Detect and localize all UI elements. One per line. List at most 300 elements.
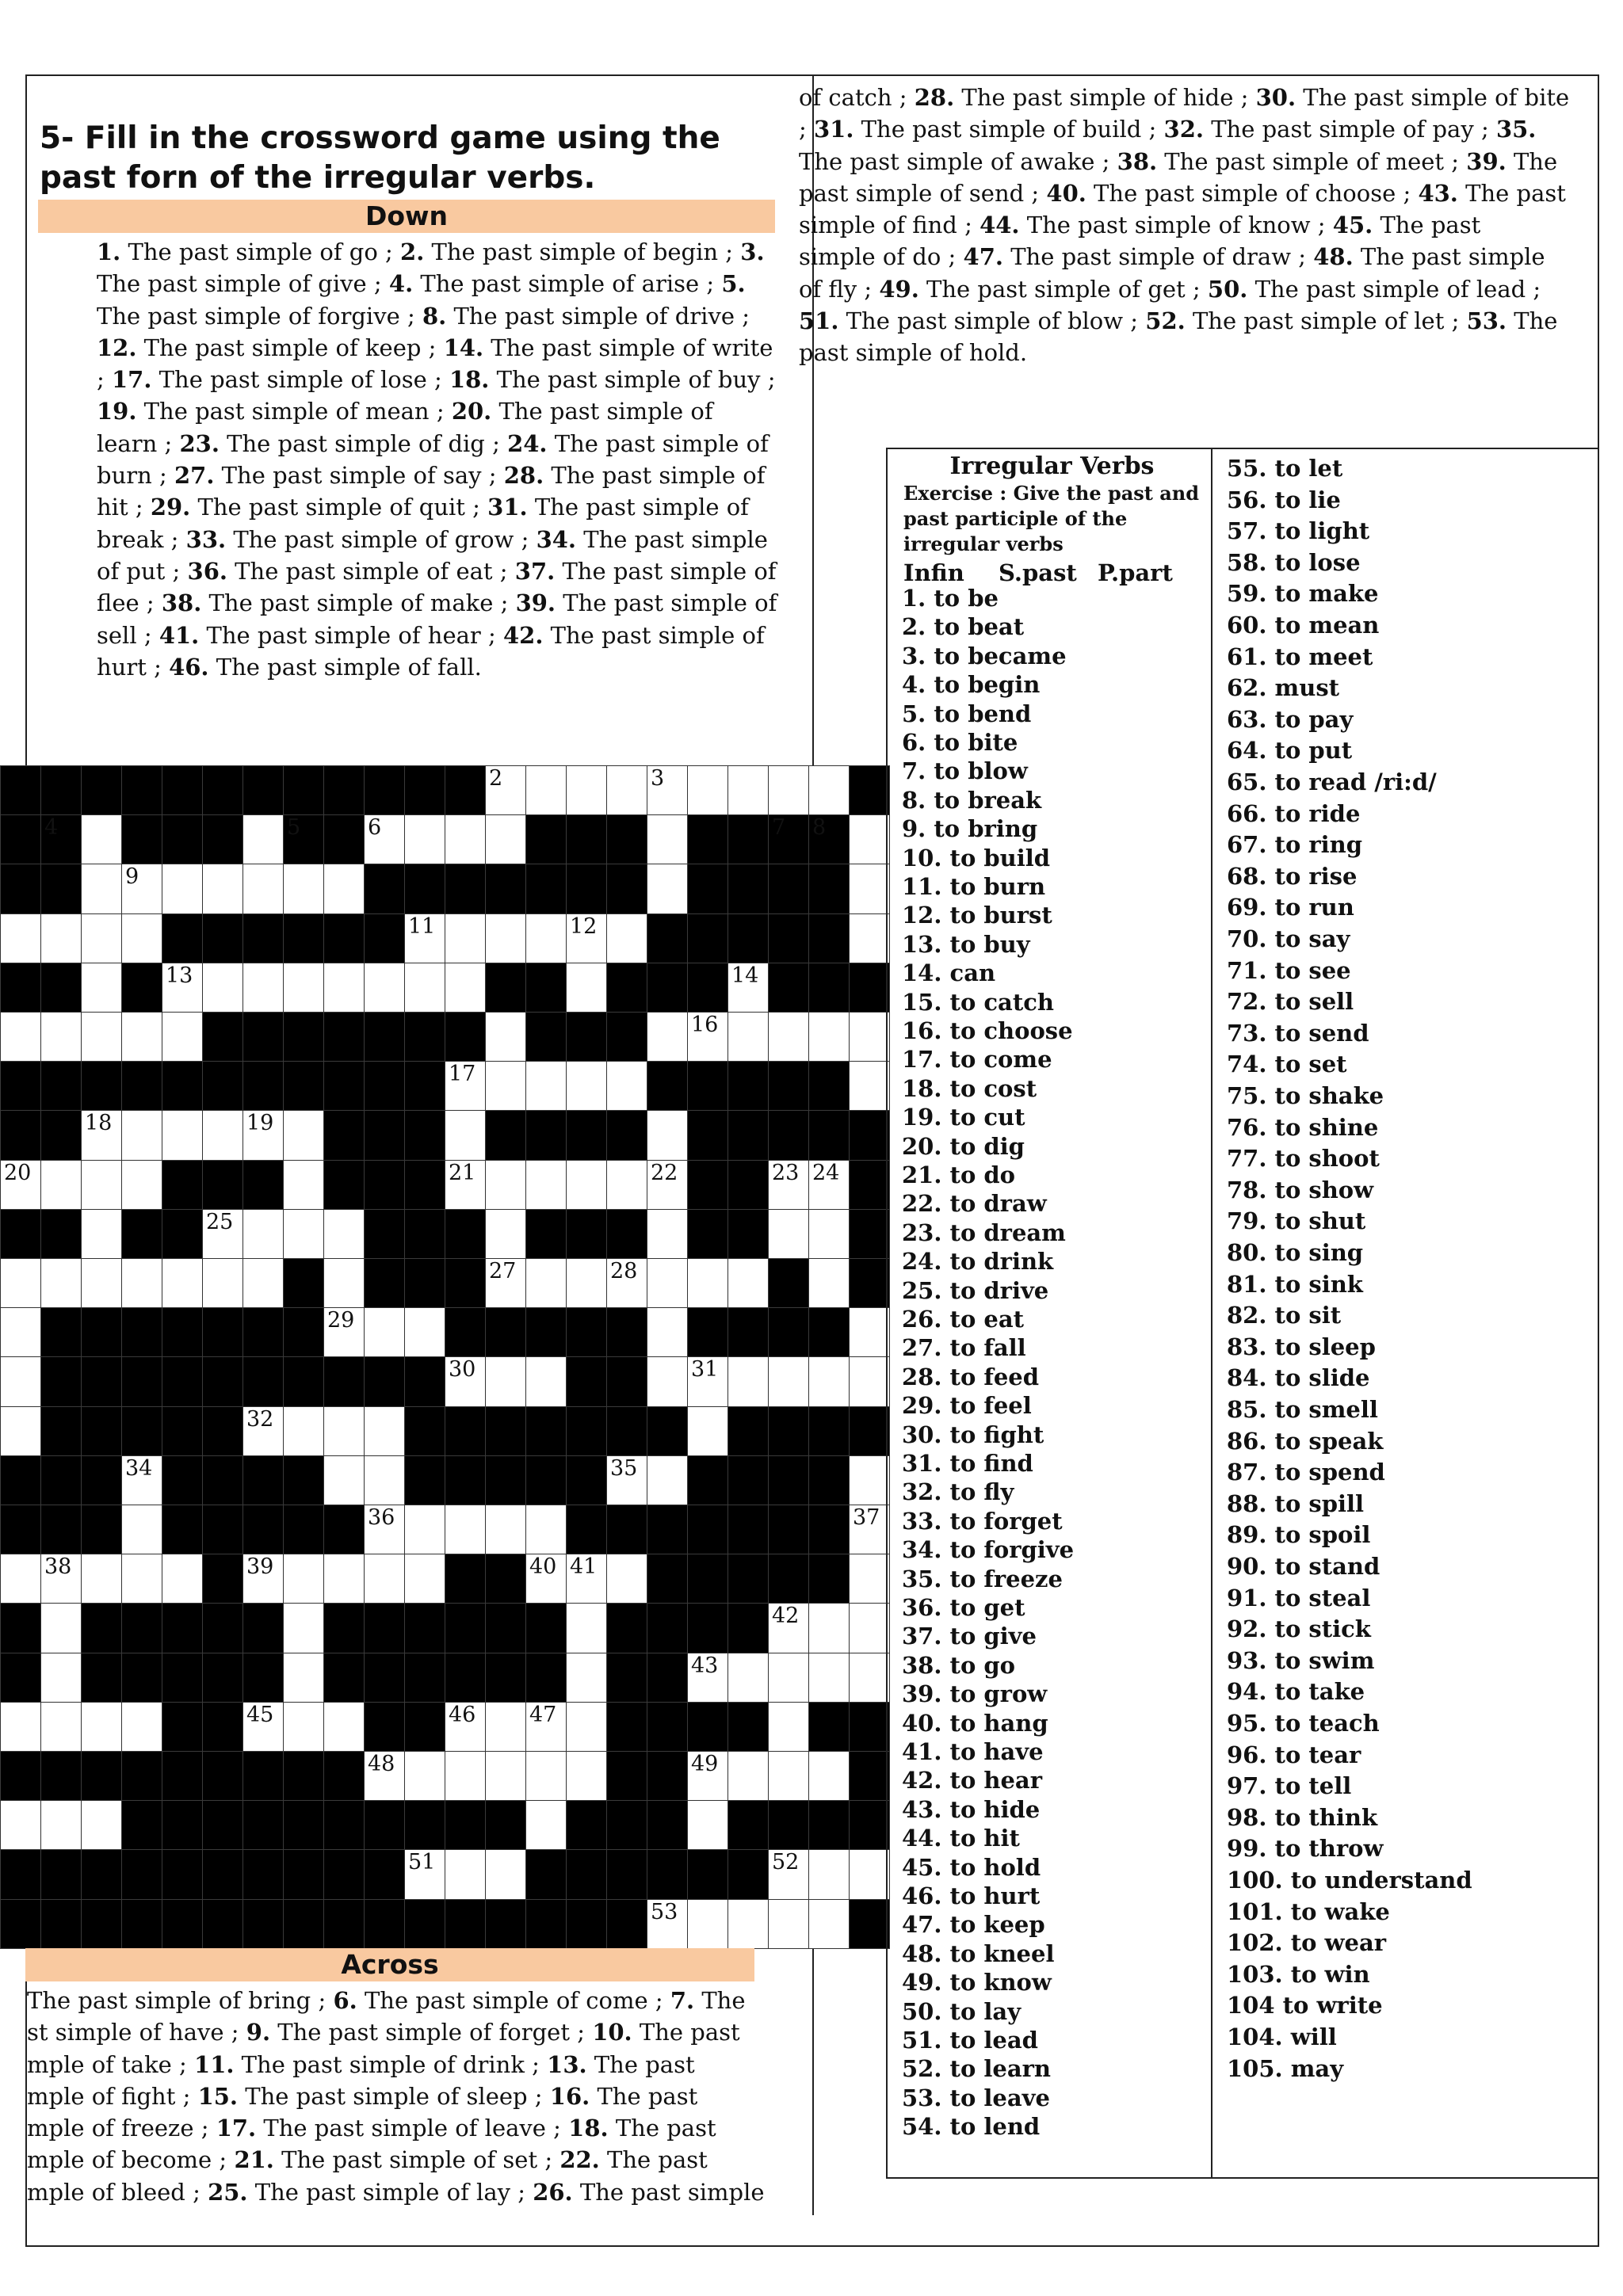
crossword-cell[interactable] bbox=[525, 1702, 567, 1752]
crossword-cell[interactable] bbox=[242, 1702, 284, 1752]
crossword-cell[interactable] bbox=[808, 1012, 850, 1062]
crossword-cell[interactable] bbox=[162, 1554, 203, 1604]
crossword-cell[interactable] bbox=[445, 1110, 486, 1160]
crossword-cell[interactable] bbox=[485, 1061, 526, 1111]
crossword-cell[interactable] bbox=[404, 1751, 445, 1801]
crossword-cell[interactable] bbox=[687, 1356, 728, 1406]
crossword-block bbox=[849, 1110, 890, 1160]
crossword-cell[interactable] bbox=[485, 1505, 526, 1554]
crossword-block bbox=[647, 1061, 688, 1111]
crossword-cell[interactable] bbox=[647, 1356, 688, 1406]
crossword-cell[interactable] bbox=[445, 1751, 486, 1801]
crossword-cell[interactable] bbox=[606, 913, 647, 963]
crossword-cell[interactable] bbox=[162, 1110, 203, 1160]
verb-item: 47. to keep bbox=[902, 1911, 1045, 1939]
crossword-cell[interactable] bbox=[566, 1653, 607, 1703]
crossword-cell[interactable] bbox=[242, 814, 284, 864]
crossword-cell[interactable] bbox=[323, 963, 365, 1013]
crossword-cell[interactable] bbox=[202, 1258, 243, 1308]
crossword-cell[interactable] bbox=[727, 963, 769, 1013]
crossword-cell[interactable] bbox=[606, 1160, 647, 1210]
crossword-cell[interactable] bbox=[768, 1849, 809, 1899]
crossword-cell[interactable] bbox=[242, 1110, 284, 1160]
crossword-cell[interactable] bbox=[808, 1160, 850, 1210]
crossword-block bbox=[808, 1554, 850, 1604]
crossword-cell[interactable] bbox=[768, 1751, 809, 1801]
crossword-block bbox=[727, 1702, 769, 1752]
crossword-block bbox=[808, 1455, 850, 1505]
crossword-cell[interactable] bbox=[323, 1307, 365, 1357]
crossword-cell[interactable] bbox=[242, 963, 284, 1013]
crossword-cell[interactable] bbox=[485, 1012, 526, 1062]
col-spast: S.past bbox=[999, 559, 1077, 586]
crossword-block bbox=[364, 1160, 405, 1210]
across-clues-continued bbox=[799, 82, 1591, 369]
crossword-cell[interactable] bbox=[242, 1209, 284, 1259]
crossword-cell[interactable] bbox=[525, 1751, 567, 1801]
crossword-cell[interactable] bbox=[485, 1209, 526, 1259]
crossword-block bbox=[162, 1160, 203, 1210]
verb-item: 90. to stand bbox=[1227, 1553, 1381, 1580]
crossword-cell[interactable] bbox=[323, 864, 365, 913]
crossword-cell[interactable] bbox=[808, 1603, 850, 1653]
crossword-cell[interactable] bbox=[445, 814, 486, 864]
clue-number: 37 bbox=[853, 1505, 880, 1530]
verb-item: 101. to wake bbox=[1227, 1897, 1390, 1925]
clue-number: 9 bbox=[125, 864, 139, 890]
clue-number: 48 bbox=[368, 1752, 395, 1776]
verb-item: 80. to sing bbox=[1227, 1239, 1364, 1266]
verb-item: 98. to think bbox=[1227, 1803, 1378, 1831]
crossword-cell[interactable] bbox=[323, 1702, 365, 1752]
crossword-block bbox=[323, 765, 365, 815]
crossword-cell[interactable] bbox=[81, 1258, 122, 1308]
crossword-cell[interactable] bbox=[849, 814, 890, 864]
clue-number: 20 bbox=[4, 1160, 32, 1185]
crossword-cell[interactable] bbox=[687, 1012, 728, 1062]
crossword-cell[interactable] bbox=[566, 913, 607, 963]
crossword-cell[interactable] bbox=[606, 1554, 647, 1604]
crossword-cell[interactable] bbox=[81, 1702, 122, 1752]
crossword-cell[interactable] bbox=[727, 1012, 769, 1062]
crossword-block bbox=[121, 1603, 162, 1653]
crossword-cell[interactable] bbox=[687, 1653, 728, 1703]
crossword-cell[interactable] bbox=[323, 1554, 365, 1604]
crossword-cell[interactable] bbox=[485, 913, 526, 963]
crossword-block bbox=[121, 1849, 162, 1899]
crossword-cell[interactable] bbox=[81, 1554, 122, 1604]
crossword-cell[interactable] bbox=[849, 1356, 890, 1406]
crossword-block bbox=[81, 1505, 122, 1554]
crossword-cell[interactable] bbox=[202, 1209, 243, 1259]
crossword-block bbox=[242, 1012, 284, 1062]
crossword-cell[interactable] bbox=[40, 1160, 82, 1210]
crossword-cell[interactable] bbox=[81, 864, 122, 913]
crossword-cell[interactable] bbox=[485, 1849, 526, 1899]
crossword-cell[interactable] bbox=[727, 1899, 769, 1949]
crossword-cell[interactable] bbox=[485, 765, 526, 815]
crossword-cell[interactable] bbox=[364, 1406, 405, 1456]
crossword-cell[interactable] bbox=[687, 765, 728, 815]
verb-item: 42. to hear bbox=[902, 1767, 1042, 1794]
crossword-cell[interactable] bbox=[849, 1505, 890, 1554]
crossword-cell[interactable] bbox=[162, 1012, 203, 1062]
crossword-cell[interactable] bbox=[849, 1554, 890, 1604]
clue-number: 46 bbox=[449, 1702, 476, 1727]
crossword-cell[interactable] bbox=[242, 1554, 284, 1604]
crossword-cell[interactable] bbox=[485, 1751, 526, 1801]
crossword-cell[interactable] bbox=[283, 1554, 324, 1604]
crossword-block bbox=[485, 1800, 526, 1850]
crossword-cell[interactable] bbox=[687, 1751, 728, 1801]
crossword-cell[interactable] bbox=[768, 1653, 809, 1703]
verb-item: 52. to learn bbox=[902, 2055, 1052, 2083]
crossword-cell[interactable] bbox=[566, 765, 607, 815]
crossword-cell[interactable] bbox=[687, 1258, 728, 1308]
crossword-cell[interactable] bbox=[40, 1258, 82, 1308]
crossword-block bbox=[808, 814, 850, 864]
crossword-cell[interactable] bbox=[808, 1356, 850, 1406]
crossword-block bbox=[808, 1406, 850, 1456]
crossword-block bbox=[0, 1653, 41, 1703]
crossword-cell[interactable] bbox=[0, 1258, 41, 1308]
crossword-cell[interactable] bbox=[283, 1653, 324, 1703]
crossword-cell[interactable] bbox=[647, 1307, 688, 1357]
crossword-cell[interactable] bbox=[404, 814, 445, 864]
crossword-cell[interactable] bbox=[0, 1356, 41, 1406]
crossword-cell[interactable] bbox=[445, 913, 486, 963]
crossword-cell[interactable] bbox=[647, 1160, 688, 1210]
crossword-cell[interactable] bbox=[283, 1603, 324, 1653]
crossword-cell[interactable] bbox=[202, 963, 243, 1013]
crossword-block bbox=[566, 1849, 607, 1899]
crossword-cell[interactable] bbox=[364, 1307, 405, 1357]
crossword-cell[interactable] bbox=[121, 913, 162, 963]
crossword-cell[interactable] bbox=[647, 1258, 688, 1308]
crossword-cell[interactable] bbox=[808, 765, 850, 815]
crossword-cell[interactable] bbox=[404, 913, 445, 963]
crossword-block bbox=[404, 1899, 445, 1949]
verb-item: 1. to be bbox=[902, 585, 999, 612]
crossword-cell[interactable] bbox=[849, 913, 890, 963]
crossword-cell[interactable] bbox=[283, 1209, 324, 1259]
verb-item: 30. to fight bbox=[902, 1421, 1044, 1448]
clue-number: 30 bbox=[449, 1357, 476, 1383]
crossword-cell[interactable] bbox=[727, 1653, 769, 1703]
crossword-cell[interactable] bbox=[283, 963, 324, 1013]
crossword-cell[interactable] bbox=[525, 1356, 567, 1406]
crossword-cell[interactable] bbox=[0, 1160, 41, 1210]
crossword-cell[interactable] bbox=[647, 1899, 688, 1949]
crossword-cell[interactable] bbox=[566, 1061, 607, 1111]
crossword-cell[interactable] bbox=[40, 1702, 82, 1752]
crossword-cell[interactable] bbox=[202, 864, 243, 913]
crossword-cell[interactable] bbox=[727, 765, 769, 815]
crossword-cell[interactable] bbox=[849, 1307, 890, 1357]
across-clue-line: mple of take ; 11. The past simple of drink ; 13. The past bbox=[27, 2050, 695, 2078]
crossword-cell[interactable] bbox=[768, 1356, 809, 1406]
down-clue: 18. The past simple of buy ; bbox=[449, 366, 776, 394]
crossword-block bbox=[323, 1800, 365, 1850]
crossword-cell[interactable] bbox=[687, 1800, 728, 1850]
crossword-cell[interactable] bbox=[525, 1160, 567, 1210]
crossword-block bbox=[242, 1455, 284, 1505]
crossword-cell[interactable] bbox=[121, 1455, 162, 1505]
crossword-cell[interactable] bbox=[404, 1307, 445, 1357]
crossword-cell[interactable] bbox=[566, 1554, 607, 1604]
crossword-cell[interactable] bbox=[162, 864, 203, 913]
down-clue: 36. The past simple of eat ; bbox=[187, 557, 515, 585]
verb-item: 50. to lay bbox=[902, 1997, 1022, 2025]
verb-item: 32. to fly bbox=[902, 1478, 1014, 1506]
crossword-cell[interactable] bbox=[647, 1209, 688, 1259]
down-clue: 17. The past simple of lose ; bbox=[112, 366, 449, 394]
crossword-cell[interactable] bbox=[808, 1751, 850, 1801]
crossword-cell[interactable] bbox=[404, 963, 445, 1013]
verb-item: 93. to swim bbox=[1227, 1646, 1375, 1674]
crossword-cell[interactable] bbox=[566, 1603, 607, 1653]
crossword-cell[interactable] bbox=[202, 1110, 243, 1160]
crossword-cell[interactable] bbox=[525, 1061, 567, 1111]
crossword-cell[interactable] bbox=[404, 1554, 445, 1604]
crossword-cell[interactable] bbox=[566, 1258, 607, 1308]
crossword-cell[interactable] bbox=[0, 1307, 41, 1357]
across-clue-line: simple of do ; 47. The past simple of draw ; 48. The past simple bbox=[799, 243, 1545, 271]
across-clue-line: 51. The past simple of blow ; 52. The past simple of let ; 53. The bbox=[799, 307, 1558, 335]
crossword-block bbox=[242, 1899, 284, 1949]
crossword-cell[interactable] bbox=[283, 1160, 324, 1210]
crossword-block bbox=[40, 963, 82, 1013]
down-clue: 19. The past simple of mean ; bbox=[97, 398, 452, 425]
crossword-cell[interactable] bbox=[283, 1702, 324, 1752]
crossword-cell[interactable] bbox=[40, 1554, 82, 1604]
crossword-cell[interactable] bbox=[40, 1012, 82, 1062]
crossword-cell[interactable] bbox=[647, 814, 688, 864]
crossword-cell[interactable] bbox=[162, 1258, 203, 1308]
crossword-cell[interactable] bbox=[768, 1012, 809, 1062]
crossword-cell[interactable] bbox=[485, 1258, 526, 1308]
crossword-block bbox=[566, 1406, 607, 1456]
crossword-cell[interactable] bbox=[0, 1012, 41, 1062]
crossword-cell[interactable] bbox=[323, 1258, 365, 1308]
crossword-block bbox=[404, 1012, 445, 1062]
crossword-cell[interactable] bbox=[283, 864, 324, 913]
crossword-cell[interactable] bbox=[808, 1849, 850, 1899]
crossword-cell[interactable] bbox=[121, 1554, 162, 1604]
crossword-cell[interactable] bbox=[364, 1554, 405, 1604]
crossword-cell[interactable] bbox=[606, 1258, 647, 1308]
crossword-cell[interactable] bbox=[606, 1061, 647, 1111]
crossword-block bbox=[647, 1751, 688, 1801]
crossword-cell[interactable] bbox=[768, 1160, 809, 1210]
crossword-cell[interactable] bbox=[121, 1702, 162, 1752]
crossword-cell[interactable] bbox=[647, 864, 688, 913]
crossword-cell[interactable] bbox=[445, 1505, 486, 1554]
crossword-cell[interactable] bbox=[445, 1356, 486, 1406]
crossword-cell[interactable] bbox=[0, 1554, 41, 1604]
crossword-cell[interactable] bbox=[566, 1702, 607, 1752]
crossword-block bbox=[283, 1455, 324, 1505]
crossword-cell[interactable] bbox=[404, 1505, 445, 1554]
verb-item: 15. to catch bbox=[902, 988, 1054, 1016]
crossword-cell[interactable] bbox=[162, 963, 203, 1013]
crossword-cell[interactable] bbox=[727, 1258, 769, 1308]
crossword-cell[interactable] bbox=[808, 1899, 850, 1949]
crossword-block bbox=[727, 1110, 769, 1160]
crossword-block bbox=[647, 1849, 688, 1899]
crossword-cell[interactable] bbox=[525, 1258, 567, 1308]
crossword-cell[interactable] bbox=[323, 1406, 365, 1456]
crossword-cell[interactable] bbox=[566, 1160, 607, 1210]
crossword-cell[interactable] bbox=[121, 1160, 162, 1210]
crossword-block bbox=[768, 1505, 809, 1554]
crossword-cell[interactable] bbox=[121, 1012, 162, 1062]
crossword-block bbox=[364, 1653, 405, 1703]
crossword-block bbox=[81, 1751, 122, 1801]
verb-item: 19. to cut bbox=[902, 1104, 1025, 1131]
clue-number: 24 bbox=[812, 1160, 840, 1185]
clue-number: 42 bbox=[772, 1604, 800, 1629]
crossword-cell[interactable] bbox=[81, 913, 122, 963]
crossword-cell[interactable] bbox=[525, 913, 567, 963]
crossword-cell[interactable] bbox=[768, 1209, 809, 1259]
crossword-cell[interactable] bbox=[768, 765, 809, 815]
clue-number: 6 bbox=[368, 815, 382, 841]
across-clue-line: mple of freeze ; 17. The past simple of leave ; 18. The past bbox=[27, 2115, 716, 2142]
crossword-block bbox=[525, 1110, 567, 1160]
crossword-cell[interactable] bbox=[242, 1258, 284, 1308]
crossword-cell[interactable] bbox=[40, 1603, 82, 1653]
crossword-block bbox=[283, 814, 324, 864]
crossword-cell[interactable] bbox=[242, 1406, 284, 1456]
crossword-cell[interactable] bbox=[364, 1751, 405, 1801]
crossword-block bbox=[202, 1603, 243, 1653]
crossword-cell[interactable] bbox=[849, 1653, 890, 1703]
clue-number: 17 bbox=[449, 1062, 476, 1087]
crossword-cell[interactable] bbox=[525, 1800, 567, 1850]
crossword-block bbox=[525, 1012, 567, 1062]
crossword-cell[interactable] bbox=[525, 1505, 567, 1554]
crossword-cell[interactable] bbox=[768, 1603, 809, 1653]
crossword-cell[interactable] bbox=[849, 1849, 890, 1899]
crossword-cell[interactable] bbox=[647, 1012, 688, 1062]
crossword-cell[interactable] bbox=[81, 814, 122, 864]
across-clue-line: st simple of have ; 9. The past simple of forget ; 10. The past bbox=[27, 2019, 740, 2046]
crossword-cell[interactable] bbox=[364, 963, 405, 1013]
crossword-cell[interactable] bbox=[808, 1653, 850, 1703]
crossword-cell[interactable] bbox=[0, 913, 41, 963]
crossword-cell[interactable] bbox=[566, 1751, 607, 1801]
crossword-block bbox=[485, 1307, 526, 1357]
crossword-cell[interactable] bbox=[40, 1653, 82, 1703]
crossword-block bbox=[162, 913, 203, 963]
crossword-cell[interactable] bbox=[40, 913, 82, 963]
crossword-cell[interactable] bbox=[525, 1554, 567, 1604]
crossword-cell[interactable] bbox=[81, 1800, 122, 1850]
crossword-cell[interactable] bbox=[849, 1061, 890, 1111]
crossword-cell[interactable] bbox=[81, 1160, 122, 1210]
verb-item: 49. to know bbox=[902, 1969, 1052, 1997]
crossword-cell[interactable] bbox=[445, 1061, 486, 1111]
crossword-block bbox=[606, 1702, 647, 1752]
crossword-cell[interactable] bbox=[40, 1800, 82, 1850]
crossword-cell[interactable] bbox=[121, 1258, 162, 1308]
crossword-block bbox=[0, 1899, 41, 1949]
crossword-cell[interactable] bbox=[0, 1702, 41, 1752]
crossword-cell[interactable] bbox=[121, 864, 162, 913]
crossword-cell[interactable] bbox=[81, 1110, 122, 1160]
crossword-cell[interactable] bbox=[808, 1209, 850, 1259]
crossword-cell[interactable] bbox=[485, 814, 526, 864]
crossword-cell[interactable] bbox=[445, 1160, 486, 1210]
crossword-cell[interactable] bbox=[283, 1406, 324, 1456]
crossword-cell[interactable] bbox=[242, 864, 284, 913]
crossword-cell[interactable] bbox=[849, 1603, 890, 1653]
crossword-cell[interactable] bbox=[606, 765, 647, 815]
crossword-block bbox=[121, 1406, 162, 1456]
crossword-block bbox=[162, 1406, 203, 1456]
crossword-cell[interactable] bbox=[404, 1849, 445, 1899]
crossword-cell[interactable] bbox=[768, 1899, 809, 1949]
crossword-block bbox=[849, 1406, 890, 1456]
clue-number: 34 bbox=[125, 1455, 153, 1481]
crossword-cell[interactable] bbox=[768, 1702, 809, 1752]
crossword-cell[interactable] bbox=[323, 1455, 365, 1505]
crossword-block bbox=[727, 1406, 769, 1456]
clue-number: 21 bbox=[449, 1160, 476, 1185]
crossword-cell[interactable] bbox=[0, 1800, 41, 1850]
crossword-cell[interactable] bbox=[445, 1702, 486, 1752]
down-clue: 12. The past simple of keep ; bbox=[97, 334, 444, 361]
crossword-cell[interactable] bbox=[81, 1012, 122, 1062]
crossword-block bbox=[768, 913, 809, 963]
crossword-cell[interactable] bbox=[81, 1209, 122, 1259]
crossword-cell[interactable] bbox=[283, 1110, 324, 1160]
crossword-cell[interactable] bbox=[485, 1356, 526, 1406]
crossword-cell[interactable] bbox=[121, 1110, 162, 1160]
crossword-cell[interactable] bbox=[647, 765, 688, 815]
crossword-cell[interactable] bbox=[849, 864, 890, 913]
crossword-cell[interactable] bbox=[727, 1356, 769, 1406]
crossword-cell[interactable] bbox=[687, 1406, 728, 1456]
crossword-cell[interactable] bbox=[0, 1406, 41, 1456]
crossword-cell[interactable] bbox=[727, 1751, 769, 1801]
crossword-cell[interactable] bbox=[485, 1702, 526, 1752]
crossword-cell[interactable] bbox=[485, 1160, 526, 1210]
crossword-cell[interactable] bbox=[566, 963, 607, 1013]
crossword-cell[interactable] bbox=[364, 1455, 405, 1505]
crossword-cell[interactable] bbox=[364, 814, 405, 864]
crossword-cell[interactable] bbox=[525, 765, 567, 815]
crossword-cell[interactable] bbox=[323, 1209, 365, 1259]
crossword-cell[interactable] bbox=[849, 1455, 890, 1505]
crossword-cell[interactable] bbox=[121, 1505, 162, 1554]
crossword-cell[interactable] bbox=[364, 1505, 405, 1554]
crossword-cell[interactable] bbox=[647, 1455, 688, 1505]
crossword-cell[interactable] bbox=[445, 1849, 486, 1899]
crossword-cell[interactable] bbox=[808, 1258, 850, 1308]
crossword-cell[interactable] bbox=[445, 963, 486, 1013]
crossword-cell[interactable] bbox=[849, 1012, 890, 1062]
crossword-block bbox=[485, 1554, 526, 1604]
crossword-cell[interactable] bbox=[606, 1455, 647, 1505]
crossword-block bbox=[283, 1356, 324, 1406]
crossword-cell[interactable] bbox=[81, 963, 122, 1013]
crossword-block bbox=[364, 913, 405, 963]
crossword-cell[interactable] bbox=[647, 1110, 688, 1160]
crossword-block bbox=[404, 1653, 445, 1703]
crossword-cell[interactable] bbox=[687, 1899, 728, 1949]
